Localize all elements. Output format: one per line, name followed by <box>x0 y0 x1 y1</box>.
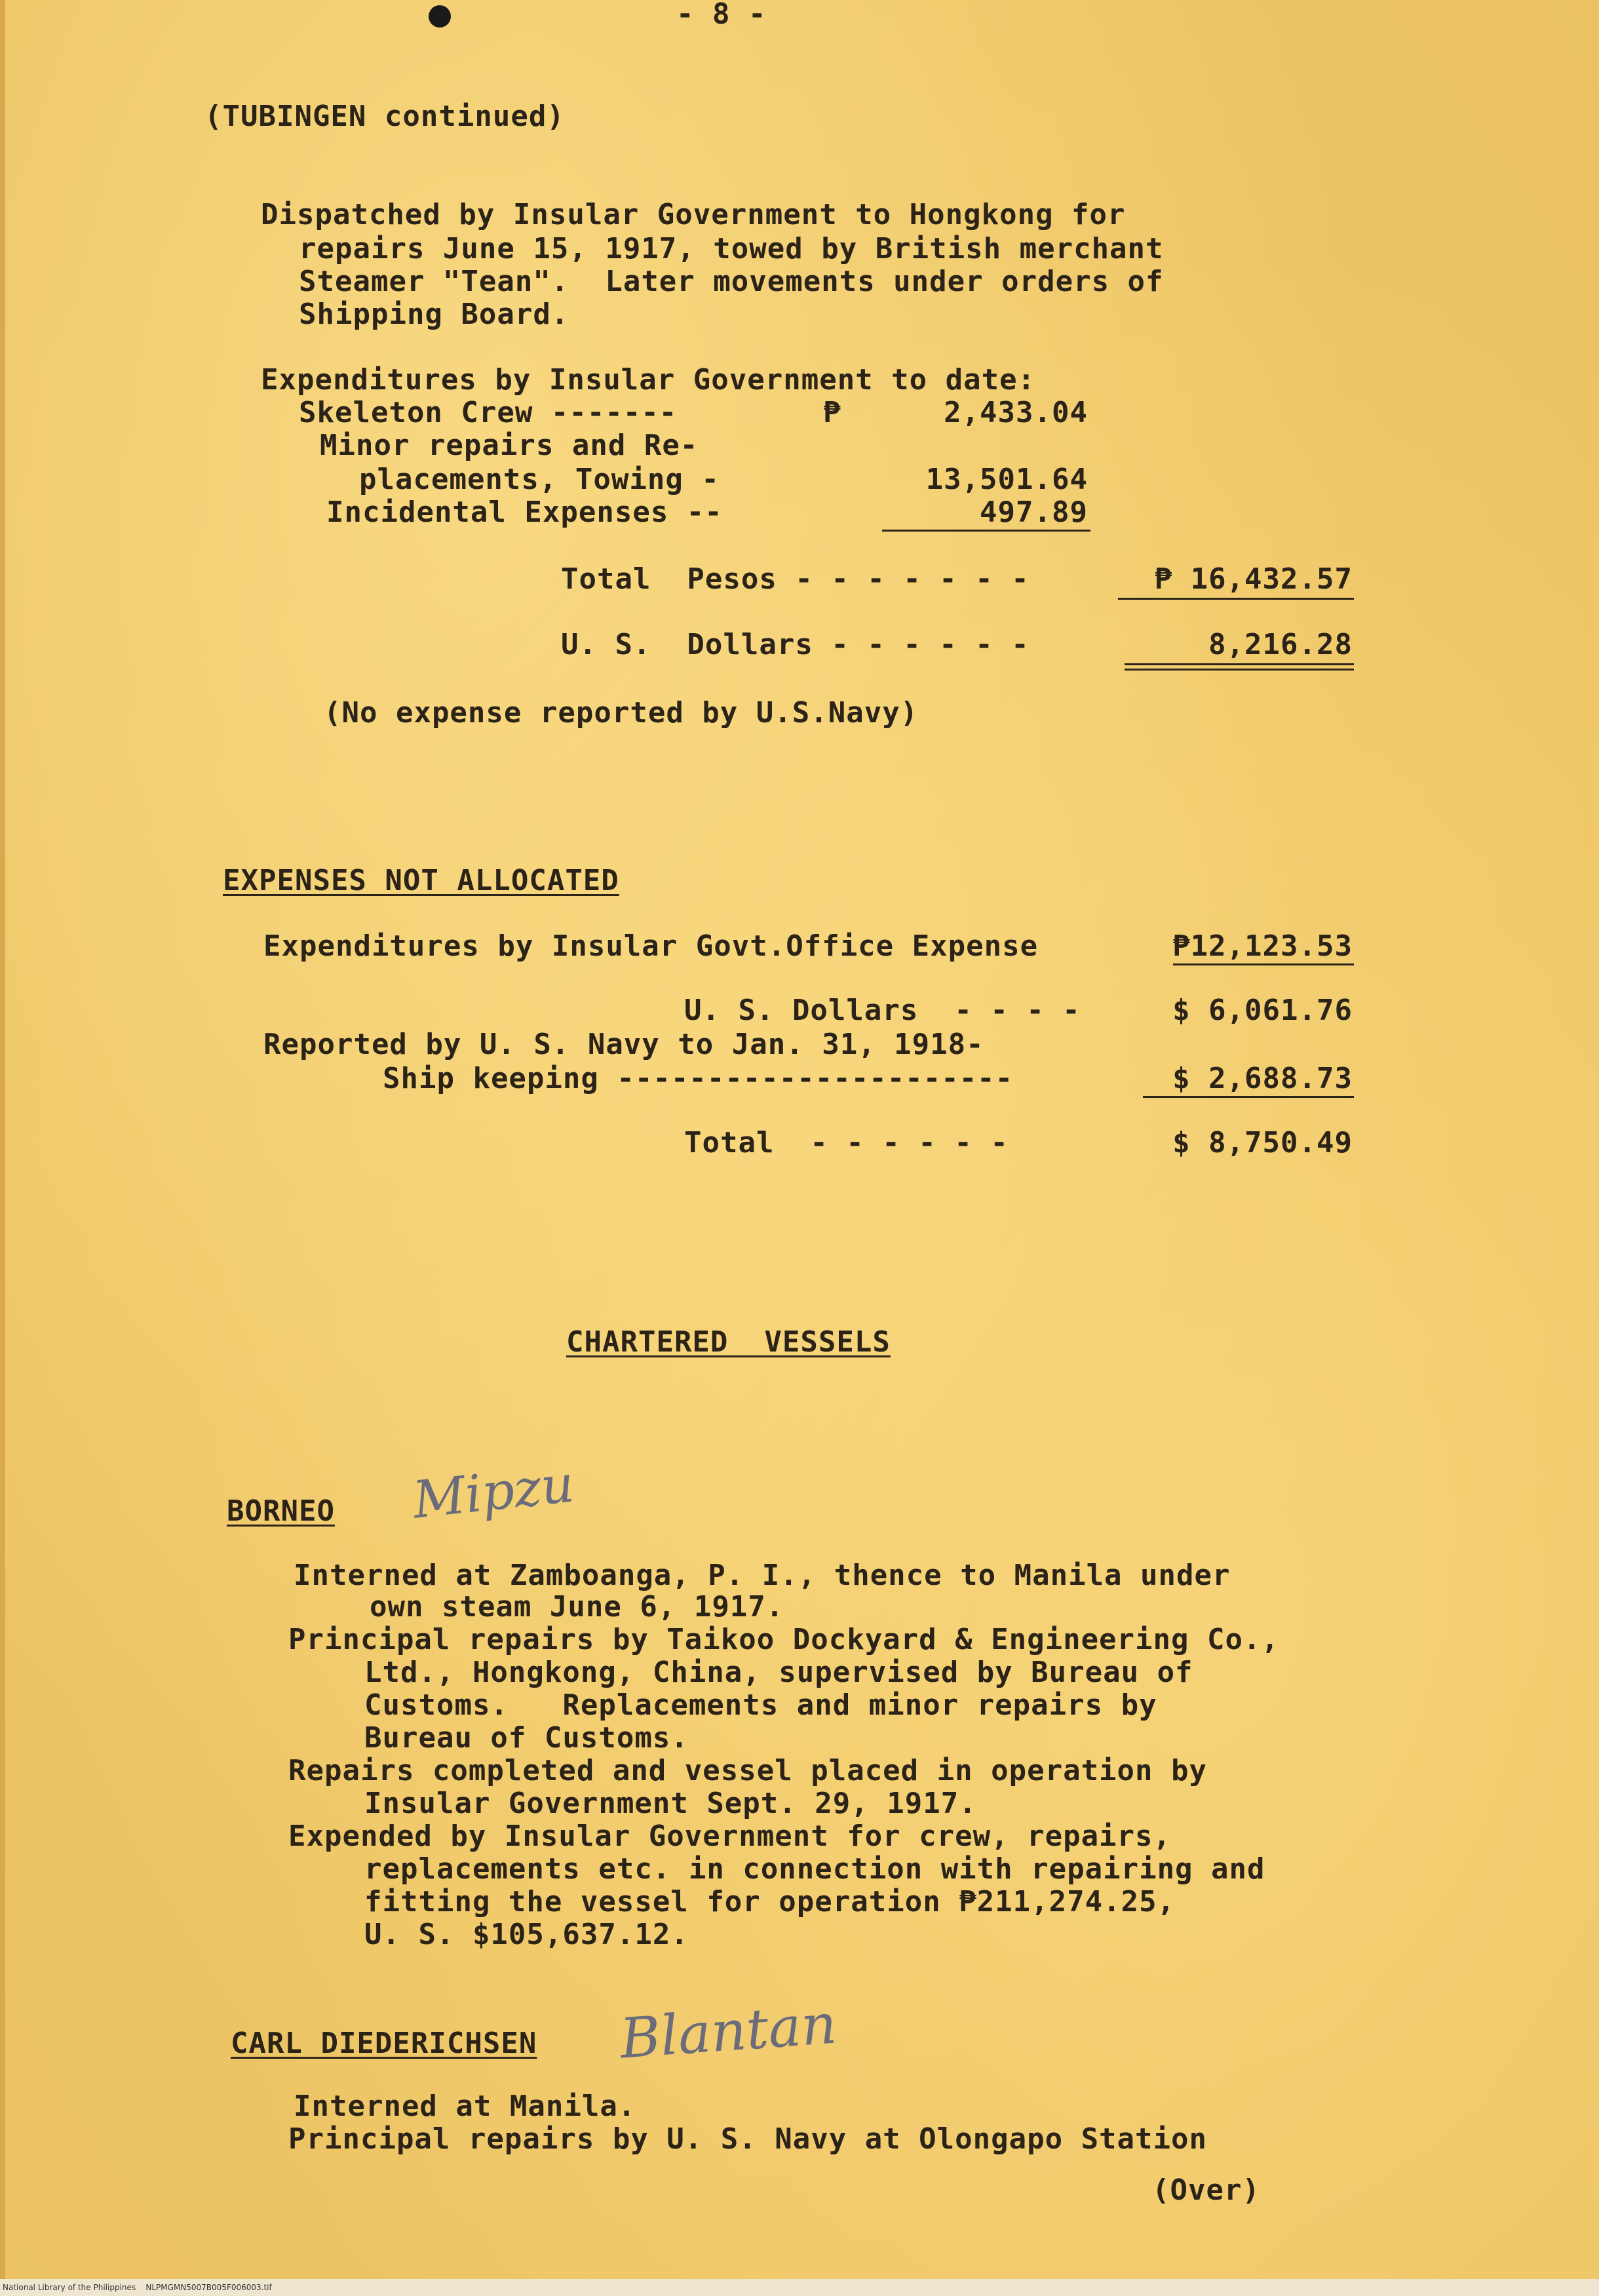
text-line: U. S. $105,637.12. <box>364 1918 689 1951</box>
currency-symbol: ₱ <box>823 396 841 429</box>
item-label: Skeleton Crew ------- <box>299 396 678 429</box>
text-line: Expended by Insular Government for crew, repairs, <box>288 1819 1172 1853</box>
text-line: Insular Government Sept. 29, 1917. <box>364 1787 977 1820</box>
expenditures-heading: Expenditures by Insular Government to date: <box>261 363 1036 397</box>
item-label: placements, Towing - <box>359 463 720 496</box>
item-amount: 497.89 <box>980 496 1088 529</box>
amount-rule <box>1173 963 1354 965</box>
text-line: repairs June 15, 1917, towed by British merchant <box>299 232 1164 265</box>
chartered-vessels-heading: CHARTERED VESSELS <box>566 1325 891 1359</box>
punch-hole <box>429 5 451 28</box>
text-line: Repairs completed and vessel placed in operation by <box>288 1754 1208 1787</box>
footer-text: National Library of the Philippines NLPMGMN5007B005F006003.tif <box>3 2283 272 2292</box>
double-rule <box>1125 669 1354 671</box>
text-line: Ltd., Hongkong, China, supervised by Bureau of <box>364 1656 1193 1689</box>
item-amount: 2,433.04 <box>944 396 1088 429</box>
navy-reported-line: Reported by U. S. Navy to Jan. 31, 1918- <box>263 1028 984 1061</box>
item-amount: 13,501.64 <box>925 463 1088 496</box>
office-expense-amount: ₱12,123.53 <box>1172 929 1353 963</box>
double-rule <box>1125 663 1354 665</box>
text-line: Principal repairs by U. S. Navy at Olongapo Station <box>288 2122 1208 2156</box>
not-allocated-usd-amount: $ 6,061.76 <box>1172 994 1353 1027</box>
borneo-heading: BORNEO <box>227 1494 335 1528</box>
usd-label: U. S. Dollars - - - - - - <box>561 628 1030 661</box>
total-rule <box>1118 598 1354 600</box>
sum-rule <box>882 530 1090 532</box>
total-pesos-label: Total Pesos - - - - - - - <box>561 562 1030 596</box>
text-line: replacements etc. in connection with repairing and <box>364 1852 1265 1886</box>
not-allocated-total-amount: $ 8,750.49 <box>1172 1126 1353 1159</box>
office-expense-label: Expenditures by Insular Govt.Office Expense <box>263 929 1039 963</box>
text-line: Bureau of Customs. <box>364 1721 689 1755</box>
not-allocated-heading: EXPENSES NOT ALLOCATED <box>223 864 619 897</box>
handwritten-note: Mipzu <box>410 1454 577 1530</box>
page-number: - 8 - <box>676 0 767 31</box>
text-line: fitting the vessel for operation ₱211,274.25, <box>364 1885 1176 1918</box>
usd-amount: 8,216.28 <box>1208 628 1353 661</box>
ship-keeping-amount: $ 2,688.73 <box>1172 1062 1353 1095</box>
ship-keeping-label: Ship keeping ---------------------- <box>383 1062 1014 1095</box>
not-allocated-usd-label: U. S. Dollars - - - - <box>684 994 1081 1027</box>
archive-footer <box>0 2279 1599 2296</box>
over-note: (Over) <box>1152 2173 1260 2207</box>
text-line: Interned at Zamboanga, P. I., thence to Manila under <box>294 1559 1231 1592</box>
item-label: Incidental Expenses -- <box>326 496 723 529</box>
text-line: Dispatched by Insular Government to Hongkong for <box>261 198 1126 231</box>
text-line: Principal repairs by Taikoo Dockyard & Engineering Co., <box>288 1623 1279 1656</box>
total-pesos-amount: ₱ 16,432.57 <box>1154 562 1353 596</box>
text-line: Interned at Manila. <box>294 2090 636 2123</box>
not-allocated-total-label: Total - - - - - - <box>684 1126 1009 1159</box>
text-line: Customs. Replacements and minor repairs by <box>364 1688 1157 1722</box>
text-line: Shipping Board. <box>299 298 569 331</box>
text-line: Steamer "Tean". Later movements under orders of <box>299 265 1164 298</box>
carl-diederichsen-heading: CARL DIEDERICHSEN <box>231 2027 537 2060</box>
item-label: Minor repairs and Re- <box>320 429 699 462</box>
continued-heading: (TUBINGEN continued) <box>204 100 565 133</box>
amount-rule <box>1143 1096 1354 1098</box>
text-line: own steam June 6, 1917. <box>370 1590 784 1624</box>
navy-note: (No expense reported by U.S.Navy) <box>324 696 919 730</box>
handwritten-note: Blantan <box>617 1991 839 2071</box>
page-edge-shadow <box>0 0 5 2296</box>
